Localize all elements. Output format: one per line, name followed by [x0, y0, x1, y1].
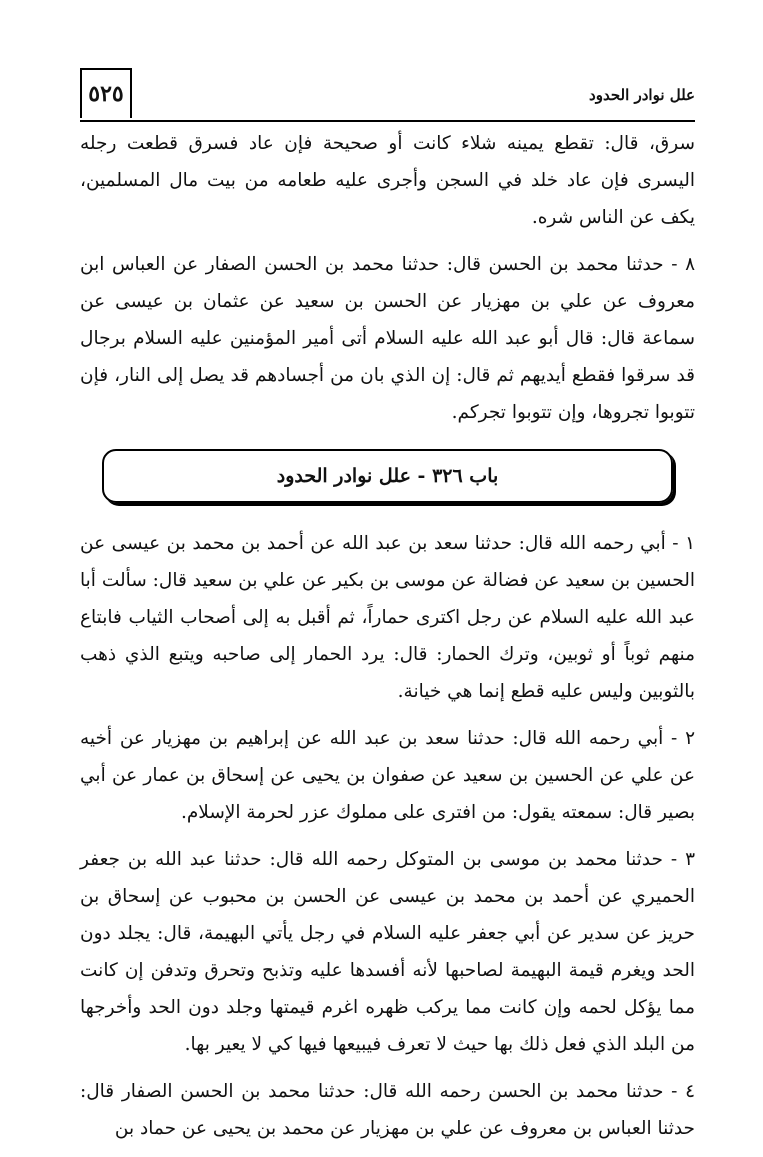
paragraph: ٤ - حدثنا محمد بن الحسن رحمه الله قال: حدثنا محمد بن الحسن الصفار قال: حدثنا العباس بن معروف عن علي بن مهزيار عن محمد بن يحيى عن حماد بن — [80, 1081, 695, 1139]
paragraph: ٨ - حدثنا محمد بن الحسن قال: حدثنا محمد بن الحسن الصفار عن العباس ابن معروف عن علي بن مهزيار عن الحسن بن سعيد عن عثمان بن عيسى عن سماعة قال: قال أبو عبد الله عليه السلام أتى أمير المؤمنين عليه السلام برجال قد سرقوا فقطع أيديهم ثم قال: إن الذي بان من أجسادهم قد يصل إلى النار، فإن تتوبوا تجروها، وإن تتوبوا تجركم. — [80, 254, 695, 423]
paragraph: سرق، قال: تقطع يمينه شلاء كانت أو صحيحة فإن عاد فسرق قطعت رجله اليسرى فإن عاد خلد في السجن وأجرى عليه طعامه من بيت مال المسلمين، يكف عن الناس شره. — [80, 133, 695, 228]
paragraph: ٢ - أبي رحمه الله قال: حدثنا سعد بن عبد الله عن إبراهيم بن مهزيار عن أخيه عن علي عن الحسين بن سعيد عن صفوان بن يحيى عن إسحاق بن عمار عن أبي بصير قال: سمعته يقول: من افترى على مملوك عزر لحرمة الإسلام. — [80, 728, 695, 823]
page-body — [80, 125, 695, 1157]
chapter-heading: باب ٣٢٦ - علل نوادر الحدود — [102, 449, 673, 503]
paragraph: ١ - أبي رحمه الله قال: حدثنا سعد بن عبد الله عن أحمد بن محمد بن عيسى عن الحسين بن سعيد عن فضالة عن موسى بن بكير عن علي بن سعيد قال: سألت أبا عبد الله عليه السلام عن رجل اكترى حماراً، ثم أقبل به إلى أصحاب الثياب فابتاع منهم ثوباً أو ثوبين، وترك الحمار: قال: يرد الحمار إلى صاحبه ويتبع الذي ذهب بالثوبين وليس عليه قطع إنما هي خيانة. — [80, 533, 695, 702]
page-number: ٥٢٥ — [80, 68, 132, 118]
paragraph: ٣ - حدثنا محمد بن موسى بن المتوكل رحمه الله قال: حدثنا عبد الله بن جعفر الحميري عن أحمد بن محمد بن عيسى عن الحسن بن محبوب عن إسحاق بن حريز عن سدير عن أبي جعفر عليه السلام في رجل يأتي البهيمة، قال: يجلد دون الحد ويغرم قيمة البهيمة لصاحبها لأنه أفسدها عليه وتذبح وتحرق وتدفن إن كانت مما يؤكل لحمه وإن كانت مما يركب ظهره اغرم قيمتها وجلد دون الحد وأخرجها من البلد الذي فعل ذلك بها حيث لا تعرف فيبيعها فيها كي لا يعير بها. — [80, 849, 695, 1055]
page-header — [80, 68, 695, 122]
running-title: علل نوادر الحدود — [589, 86, 695, 104]
